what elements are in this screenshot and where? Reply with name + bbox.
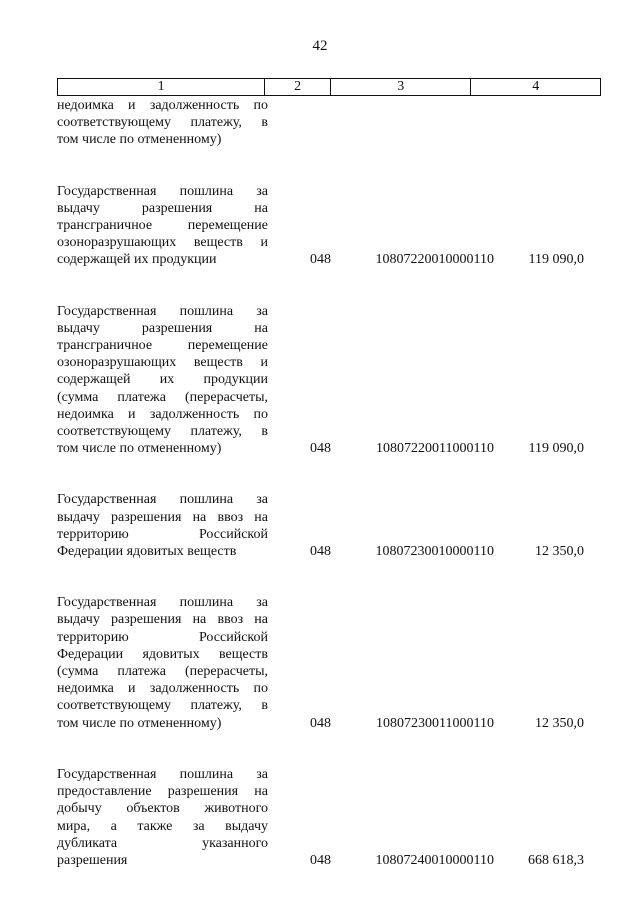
text-line: Федерации ядовитых веществ: [57, 646, 268, 662]
table-row: [57, 303, 601, 458]
row-budget-code: 10807220010000110: [375, 252, 494, 268]
text-line: содержащей их продукции: [57, 252, 217, 268]
row-admin-code: 048: [310, 252, 331, 268]
text-line: выдачу разрешения на: [57, 320, 268, 336]
text-line: соответствующему платежу, в: [57, 115, 268, 131]
text-line: озоноразрушающих веществ и: [57, 355, 268, 371]
row-name: [57, 183, 268, 269]
text-line: Государственная пошлина за: [57, 492, 268, 508]
row-budget-code: 10807240010000110: [375, 852, 494, 868]
row-admin-code: 048: [310, 852, 331, 868]
row-amount: 668 618,3: [528, 852, 584, 868]
page-number: 42: [312, 38, 328, 54]
table-header: [57, 78, 601, 96]
row-name: [57, 303, 268, 458]
row-admin-code: 048: [310, 441, 331, 457]
text-line: выдачу разрешения на: [57, 200, 268, 216]
text-line: Государственная пошлина за: [57, 303, 268, 319]
text-line: том числе по отмененному): [57, 715, 222, 731]
header-col-3: 3: [331, 79, 471, 95]
text-line: выдачу разрешения на ввоз на: [57, 612, 268, 628]
text-line: том числе по отмененному): [57, 132, 222, 148]
text-line: добычу объектов животного: [57, 801, 268, 817]
row-amount: 12 350,0: [535, 544, 584, 560]
text-line: недоимка и задолженность по: [57, 98, 268, 113]
text-line: Государственная пошлина за: [57, 183, 268, 199]
row-budget-code: 10807230011000110: [376, 715, 494, 731]
row-name: [57, 97, 268, 149]
continuation-row: [57, 97, 601, 149]
table-body: [57, 97, 601, 869]
header-col-2: 2: [265, 79, 331, 95]
table-row: [57, 766, 601, 869]
text-line: (сумма платежа (перерасчеты,: [57, 389, 268, 405]
row-amount: 119 090,0: [528, 252, 584, 268]
text-line: том числе по отмененному): [57, 441, 222, 457]
text-line: мира, а также за выдачу: [57, 818, 268, 834]
text-line: (сумма платежа (перерасчеты,: [57, 664, 268, 680]
row-amount: 119 090,0: [528, 441, 584, 457]
text-line: Федерации ядовитых веществ: [57, 544, 237, 560]
table-row: [57, 183, 601, 269]
header-col-1: 1: [58, 79, 265, 95]
text-line: разрешения: [57, 852, 128, 868]
header-col-4: 4: [532, 79, 540, 94]
row-admin-code: 048: [310, 544, 331, 560]
text-line: Государственная пошлина за: [57, 766, 268, 782]
row-budget-code: 10807220011000110: [376, 441, 494, 457]
text-line: трансграничное перемещение: [57, 338, 268, 354]
text-line: дубликата указанного: [57, 835, 268, 851]
text-line: предоставление разрешения на: [57, 784, 268, 800]
row-admin-code: 048: [310, 715, 331, 731]
text-line: соответствующему платежу, в: [57, 698, 268, 714]
row-budget-code: 10807230010000110: [375, 544, 494, 560]
table-row: [57, 491, 601, 560]
row-name: [57, 594, 268, 732]
text-line: выдачу разрешения на ввоз на: [57, 509, 268, 525]
text-line: трансграничное перемещение: [57, 218, 268, 234]
table-row: [57, 594, 601, 732]
row-name: [57, 491, 268, 560]
text-line: озоноразрушающих веществ и: [57, 235, 268, 251]
text-line: содержащей их продукции: [57, 372, 268, 388]
text-line: территорию Российской: [57, 629, 268, 645]
row-amount: 12 350,0: [535, 715, 584, 731]
row-name: [57, 766, 268, 869]
text-line: соответствующему платежу, в: [57, 424, 268, 440]
text-line: недоимка и задолженность по: [57, 406, 268, 422]
text-line: территорию Российской: [57, 526, 268, 542]
text-line: Государственная пошлина за: [57, 595, 268, 611]
text-line: недоимка и задолженность по: [57, 681, 268, 697]
